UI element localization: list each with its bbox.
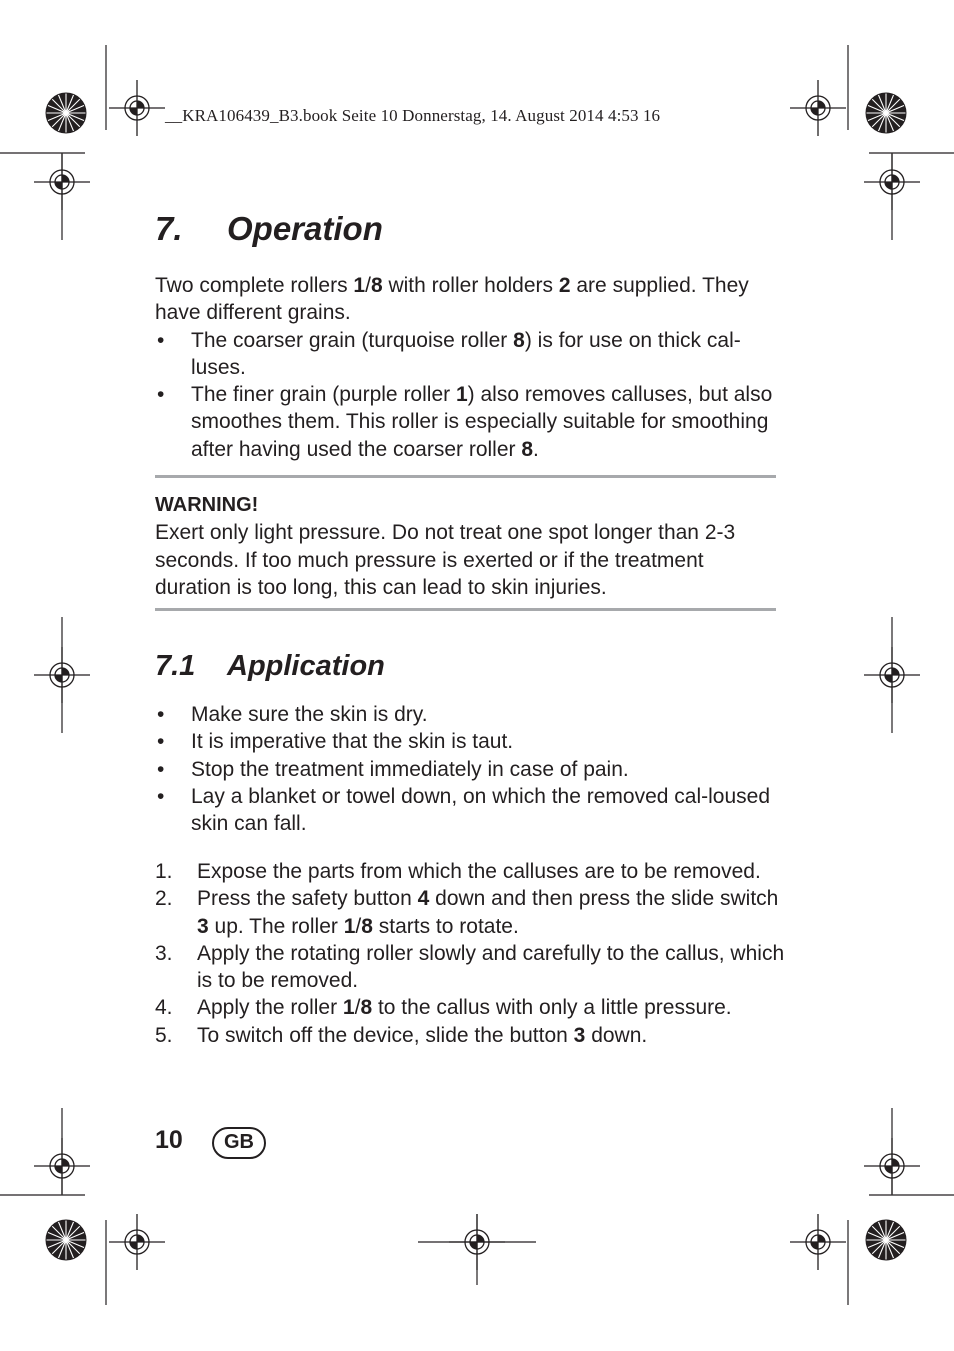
- application-bullets: [155, 701, 780, 837]
- page-number: 10: [155, 1126, 183, 1154]
- section-number: 7.1: [155, 650, 196, 682]
- intro-paragraph: Two complete rollers 1/8 with roller holders 2 are supplied. They have different grains.: [155, 274, 749, 325]
- list-item: 3. Apply the rotating roller slowly and carefully to the callus, which is to be removed.: [155, 941, 785, 993]
- list-item: • It is imperative that the skin is taut.: [157, 730, 514, 754]
- divider: [155, 475, 776, 478]
- language-badge: GB: [212, 1127, 266, 1159]
- application-steps: [155, 858, 785, 1049]
- list-item: • The coarser grain (turquoise roller 8) is for use on thick cal-luses.: [157, 328, 741, 379]
- list-item: • Lay a blanket or towel down, on which the removed cal-loused skin can fall.: [157, 784, 770, 836]
- list-item: • The finer grain (purple roller 1) also removes calluses, but also smoothes them. This roller is especially suitable for smoothing after having used the coarser roller 8.: [157, 383, 773, 461]
- list-item: 1. Expose the parts from which the calluses are to be removed.: [155, 860, 761, 883]
- list-item: 2. Press the safety button 4 down and then press the slide switch 3 up. The roller 1/8 starts to rotate.: [155, 887, 779, 938]
- warning-title: WARNING!: [155, 494, 259, 516]
- section-7-body: [155, 272, 780, 463]
- print-header-info: __KRA106439_B3.book Seite 10 Donnerstag, 14. August 2014 4:53 16: [165, 106, 661, 125]
- warning-text: Exert only light pressure. Do not treat one spot longer than 2-3 seconds. If too much pressure is exerted or if the treatment duration is too long, this can lead to skin injuries.: [155, 521, 736, 599]
- list-item: 5. To switch off the device, slide the button 3 down.: [155, 1023, 648, 1047]
- section-number: 7.: [155, 210, 183, 247]
- section-title: Operation: [227, 210, 383, 247]
- section-title: Application: [227, 650, 385, 682]
- section-7-1-heading: [155, 650, 385, 683]
- divider: [155, 608, 776, 611]
- list-item: • Make sure the skin is dry.: [157, 703, 428, 726]
- section-7-heading: [155, 210, 383, 248]
- list-item: • Stop the treatment immediately in case of pain.: [157, 757, 629, 781]
- list-item: 4. Apply the roller 1/8 to the callus with only a little pressure.: [155, 996, 732, 1020]
- warning-box: [155, 492, 780, 601]
